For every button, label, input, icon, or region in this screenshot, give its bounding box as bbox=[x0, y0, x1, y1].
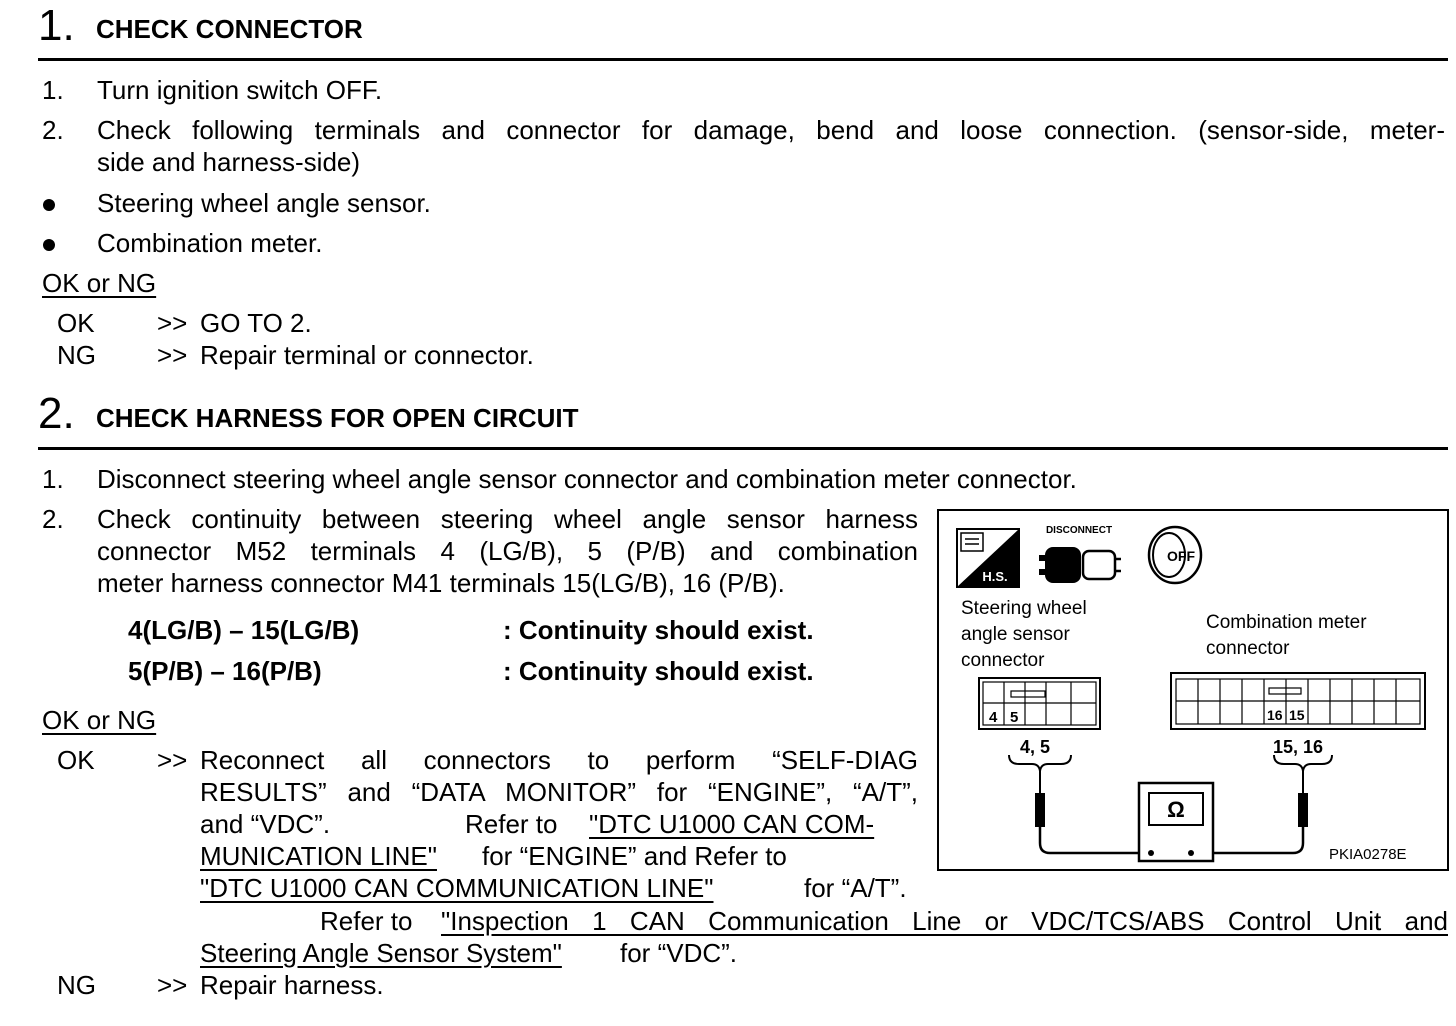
wiring-figure bbox=[937, 509, 1449, 871]
s2-ng-label: NG bbox=[57, 970, 96, 1000]
s1-ok-ng-heading: OK or NG bbox=[42, 268, 157, 298]
meter-pin-16: 16 bbox=[1267, 707, 1283, 723]
s1-ok-arrow: >> bbox=[157, 308, 188, 338]
s2-step2-line1: Check continuity between steering wheel angle sensor harness bbox=[97, 504, 918, 534]
sensor-label-line1: Steering wheel bbox=[961, 598, 1087, 619]
s2-step2-line3: meter harness connector M41 terminals 15(LG/B), 16 (P/B). bbox=[97, 568, 785, 598]
s1-step2-line1: Check following terminals and connector for damage, bend and loose connection. (sensor-side, meter- bbox=[97, 115, 1445, 145]
harness-side-icon bbox=[957, 529, 1019, 587]
s1-step1-number: 1. bbox=[42, 75, 64, 105]
hs-label: H.S. bbox=[982, 569, 1008, 584]
section2-divider bbox=[38, 447, 1448, 450]
meter-terminals-label: 15, 16 bbox=[1273, 737, 1324, 757]
sensor-pin-5: 5 bbox=[1010, 709, 1019, 726]
meter-pin-15: 15 bbox=[1289, 707, 1305, 723]
section1-divider bbox=[38, 58, 1448, 61]
s2-ok-ng-heading: OK or NG bbox=[42, 705, 157, 735]
s2-ok-label: OK bbox=[57, 745, 95, 775]
sensor-brace bbox=[1009, 755, 1071, 771]
s1-ok-label: OK bbox=[57, 308, 95, 338]
dtc-u1000-engine-link[interactable]: "DTC U1000 CAN COM- bbox=[589, 809, 875, 839]
spec1-result: : Continuity should exist. bbox=[503, 615, 814, 645]
sensor-terminals-label: 4, 5 bbox=[1020, 737, 1051, 757]
s2-step2-number: 2. bbox=[42, 504, 64, 534]
section1-title: CHECK CONNECTOR bbox=[96, 14, 363, 44]
wiring-diagram bbox=[939, 511, 1446, 868]
s2-ok-line4-mid: for “ENGINE” and Refer to bbox=[482, 841, 787, 871]
disconnect-label: DISCONNECT bbox=[1045, 525, 1113, 536]
s1-step1-text: Turn ignition switch OFF. bbox=[97, 75, 383, 105]
s1-step2-number: 2. bbox=[42, 115, 64, 145]
s1-bullet1-text: Steering wheel angle sensor. bbox=[97, 188, 431, 218]
s2-ok-line1: Reconnect all connectors to perform “SELF-DIAG bbox=[200, 745, 918, 775]
s1-step2-line2: side and harness-side) bbox=[97, 147, 361, 177]
s2-ng-arrow: >> bbox=[157, 970, 188, 1000]
meter-label-line1: Combination meter bbox=[1206, 612, 1367, 633]
section2-title: CHECK HARNESS FOR OPEN CIRCUIT bbox=[96, 403, 579, 433]
dtc-u1000-at-link[interactable]: "DTC U1000 CAN COMMUNICATION LINE" bbox=[200, 873, 714, 903]
s1-ng-text: Repair terminal or connector. bbox=[200, 340, 534, 370]
s2-ok-arrow: >> bbox=[157, 745, 188, 775]
inspection-can-vdc-link-cont[interactable]: Steering Angle Sensor System" bbox=[200, 938, 562, 968]
s2-ok-line3-a: and “VDC”. bbox=[200, 809, 331, 839]
bullet-icon bbox=[43, 199, 55, 211]
inspection-can-vdc-link[interactable]: "Inspection 1 CAN Communication Line or VDC/TCS/ABS Control Unit and bbox=[441, 906, 1448, 936]
sensor-label-line2: angle sensor bbox=[961, 624, 1070, 645]
figure-code: PKIA0278E bbox=[1329, 846, 1407, 863]
s2-ok-line5-end: for “A/T”. bbox=[804, 873, 907, 903]
off-label: OFF bbox=[1167, 548, 1195, 564]
s1-bullet2-text: Combination meter. bbox=[97, 228, 323, 258]
ohm-symbol: Ω bbox=[1167, 797, 1185, 822]
section2-number: 2. bbox=[38, 389, 75, 438]
ignition-off-icon bbox=[1149, 527, 1201, 583]
s2-step1-number: 1. bbox=[42, 464, 64, 494]
s2-step1-text: Disconnect steering wheel angle sensor connector and combination meter connector. bbox=[97, 464, 1077, 494]
section1-number: 1. bbox=[38, 1, 75, 50]
disconnect-icon bbox=[1039, 525, 1121, 583]
spec2-result: : Continuity should exist. bbox=[503, 656, 814, 686]
spec2-pins: 5(P/B) – 16(P/B) bbox=[128, 656, 322, 686]
ohmmeter-icon bbox=[1139, 783, 1213, 861]
sensor-label-line3: connector bbox=[961, 650, 1045, 671]
spec1-pins: 4(LG/B) – 15(LG/B) bbox=[128, 615, 360, 645]
s1-ng-arrow: >> bbox=[157, 340, 188, 370]
meter-connector bbox=[1171, 673, 1425, 729]
s2-ok-line7-end: for “VDC”. bbox=[620, 938, 737, 968]
s2-step2-line2: connector M52 terminals 4 (LG/B), 5 (P/B) and combination bbox=[97, 536, 918, 566]
s2-ok-refer-to-1: Refer to bbox=[465, 809, 558, 839]
s2-ng-text: Repair harness. bbox=[200, 970, 384, 1000]
sensor-pin-4: 4 bbox=[989, 709, 998, 726]
s2-ok-line2: RESULTS” and “DATA MONITOR” for “ENGINE”, “A/T”, bbox=[200, 777, 918, 807]
meter-label-line2: connector bbox=[1206, 638, 1290, 659]
s1-ok-text: GO TO 2. bbox=[200, 308, 312, 338]
s2-ok-refer-to-2: Refer to bbox=[320, 906, 413, 936]
s1-ng-label: NG bbox=[57, 340, 96, 370]
bullet-icon bbox=[43, 239, 55, 251]
sensor-connector bbox=[979, 678, 1100, 729]
dtc-u1000-engine-link-cont[interactable]: MUNICATION LINE" bbox=[200, 841, 437, 871]
meter-brace bbox=[1274, 755, 1332, 771]
